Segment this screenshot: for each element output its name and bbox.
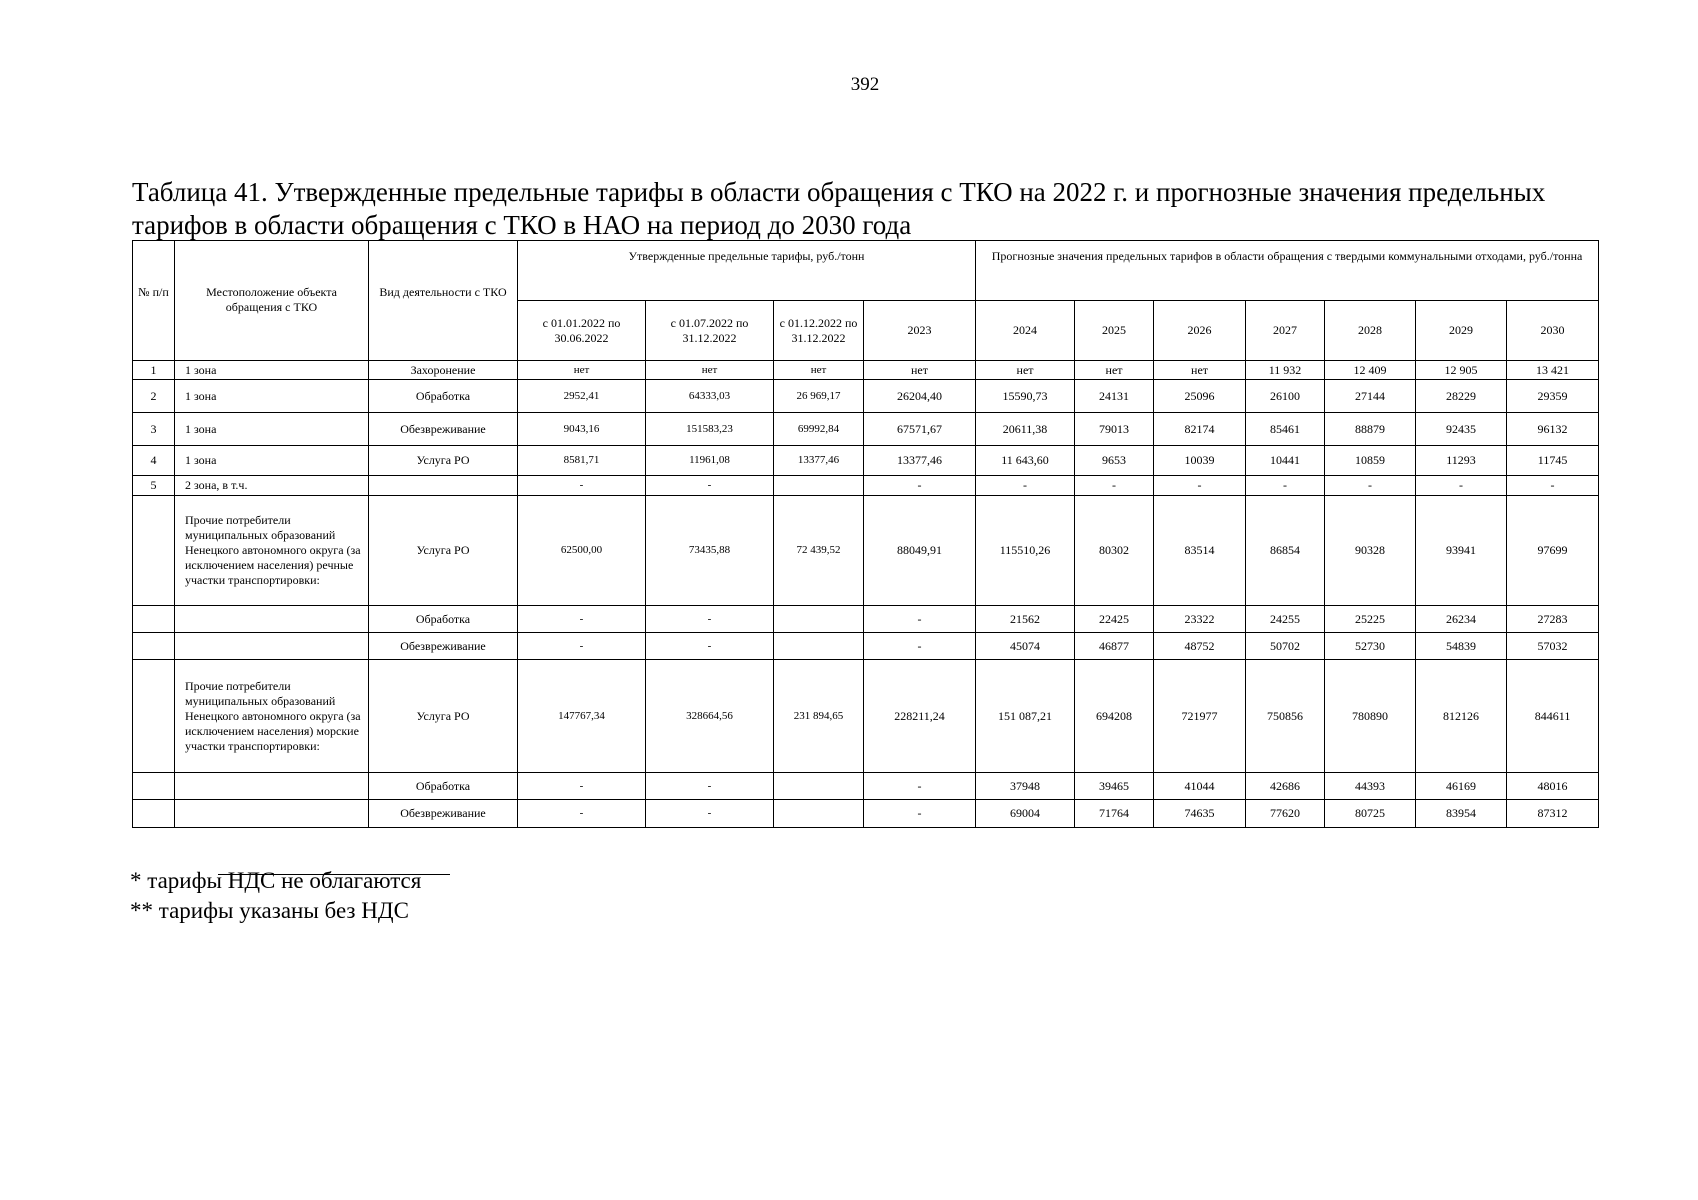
tariff-value-cell: 29359 (1507, 380, 1599, 413)
tariff-value-cell: 115510,26 (976, 496, 1075, 606)
tariff-value-cell: 13377,46 (774, 446, 864, 476)
tariff-value-cell: - (864, 606, 976, 633)
tariff-value-cell: - (1154, 476, 1246, 496)
tariff-value-cell: 87312 (1507, 800, 1599, 828)
row-number-cell (133, 773, 175, 800)
tariff-value-cell: - (1325, 476, 1416, 496)
footnote-vat-exempt: * тарифы НДС не облагаются (130, 868, 422, 893)
location-cell (175, 633, 369, 660)
tariff-value-cell: 57032 (1507, 633, 1599, 660)
row-number-cell (133, 606, 175, 633)
location-cell: Прочие потребители муниципальных образований Ненецкого автономного округа (за исключением населения) речные участки транспортировки: (175, 496, 369, 606)
tariff-value-cell: 26204,40 (864, 380, 976, 413)
header-period: 2028 (1325, 301, 1416, 361)
tariff-value-cell: 9043,16 (518, 413, 646, 446)
tariff-value-cell: 67571,67 (864, 413, 976, 446)
tariff-value-cell: 96132 (1507, 413, 1599, 446)
activity-cell: Обезвреживание (369, 800, 518, 828)
tariff-value-cell: 48016 (1507, 773, 1599, 800)
tariff-value-cell: - (1075, 476, 1154, 496)
table-row (133, 633, 1599, 660)
tariff-value-cell: 37948 (976, 773, 1075, 800)
table-row (133, 446, 1599, 476)
tariff-value-cell: 13 421 (1507, 361, 1599, 380)
activity-cell: Обезвреживание (369, 413, 518, 446)
row-number-cell (133, 496, 175, 606)
tariff-value-cell: 11961,08 (646, 446, 774, 476)
tariff-value-cell: 328664,56 (646, 660, 774, 773)
tariff-value-cell: 9653 (1075, 446, 1154, 476)
tariff-value-cell: 80302 (1075, 496, 1154, 606)
tariff-value-cell: 228211,24 (864, 660, 976, 773)
header-period: 2030 (1507, 301, 1599, 361)
header-period: с 01.12.2022 по 31.12.2022 (774, 301, 864, 361)
tariff-value-cell: - (518, 773, 646, 800)
tariff-value-cell: - (1416, 476, 1507, 496)
tariff-value-cell: 844611 (1507, 660, 1599, 773)
tariff-value-cell: 26100 (1246, 380, 1325, 413)
tariff-value-cell: 147767,34 (518, 660, 646, 773)
tariffs-table (132, 240, 1599, 828)
tariff-value-cell: - (518, 633, 646, 660)
table-row (133, 800, 1599, 828)
activity-cell (369, 476, 518, 496)
tariff-value-cell: 83954 (1416, 800, 1507, 828)
tariff-value-cell: 62500,00 (518, 496, 646, 606)
tariff-value-cell: 88049,91 (864, 496, 976, 606)
table-row (133, 773, 1599, 800)
activity-cell: Обработка (369, 773, 518, 800)
tariff-value-cell: 2952,41 (518, 380, 646, 413)
tariff-value-cell: 231 894,65 (774, 660, 864, 773)
header-period: 2024 (976, 301, 1075, 361)
tariff-value-cell: 20611,38 (976, 413, 1075, 446)
tariff-value-cell: 54839 (1416, 633, 1507, 660)
tariff-value-cell: - (864, 476, 976, 496)
tariff-value-cell: 92435 (1416, 413, 1507, 446)
footnote-without-vat: ** тарифы указаны без НДС (130, 898, 409, 923)
header-location: Местоположение объекта обращения с ТКО (175, 241, 369, 361)
tariff-value-cell: 82174 (1154, 413, 1246, 446)
tariff-value-cell: нет (976, 361, 1075, 380)
tariff-value-cell: 22425 (1075, 606, 1154, 633)
tariff-value-cell: 11745 (1507, 446, 1599, 476)
tariff-value-cell: - (518, 476, 646, 496)
tariff-value-cell: - (646, 773, 774, 800)
header-activity: Вид деятельности с ТКО (369, 241, 518, 361)
tariff-value-cell: 28229 (1416, 380, 1507, 413)
tariff-value-cell: - (646, 800, 774, 828)
tariff-value-cell: нет (1075, 361, 1154, 380)
tariff-value-cell: 12 409 (1325, 361, 1416, 380)
tariff-value-cell: 15590,73 (976, 380, 1075, 413)
tariff-value-cell: - (1246, 476, 1325, 496)
table-title (132, 176, 1612, 242)
activity-cell: Захоронение (369, 361, 518, 380)
tariff-value-cell: 90328 (1325, 496, 1416, 606)
tariff-value-cell: 11293 (1416, 446, 1507, 476)
row-number-cell: 3 (133, 413, 175, 446)
table-row (133, 361, 1599, 380)
location-cell (175, 800, 369, 828)
tariff-value-cell: 77620 (1246, 800, 1325, 828)
tariff-value-cell: 71764 (1075, 800, 1154, 828)
tariff-value-cell: 8581,71 (518, 446, 646, 476)
tariff-value-cell: 24255 (1246, 606, 1325, 633)
header-period: 2025 (1075, 301, 1154, 361)
location-cell: 1 зона (175, 446, 369, 476)
tariff-value-cell (774, 800, 864, 828)
tariff-value-cell: 80725 (1325, 800, 1416, 828)
row-number-cell (133, 660, 175, 773)
header-period: 2027 (1246, 301, 1325, 361)
tariff-value-cell: 26 969,17 (774, 380, 864, 413)
tariff-value-cell: 21562 (976, 606, 1075, 633)
tariff-value-cell: 721977 (1154, 660, 1246, 773)
header-approved-tariffs: Утвержденные предельные тарифы, руб./тонн (518, 241, 976, 301)
header-row-groups (133, 241, 1599, 301)
table-row (133, 496, 1599, 606)
header-period: с 01.01.2022 по 30.06.2022 (518, 301, 646, 361)
tariff-value-cell: 72 439,52 (774, 496, 864, 606)
tariff-value-cell: 26234 (1416, 606, 1507, 633)
tariff-value-cell: 750856 (1246, 660, 1325, 773)
tariff-value-cell: 11 932 (1246, 361, 1325, 380)
tariff-value-cell: 13377,46 (864, 446, 976, 476)
location-cell (175, 606, 369, 633)
header-period: с 01.07.2022 по 31.12.2022 (646, 301, 774, 361)
tariff-value-cell: 48752 (1154, 633, 1246, 660)
tariff-value-cell: 41044 (1154, 773, 1246, 800)
tariff-value-cell: 812126 (1416, 660, 1507, 773)
tariff-value-cell: 25225 (1325, 606, 1416, 633)
row-number-cell: 2 (133, 380, 175, 413)
tariff-value-cell: 46169 (1416, 773, 1507, 800)
header-period: 2029 (1416, 301, 1507, 361)
tariff-value-cell: 88879 (1325, 413, 1416, 446)
location-cell: 1 зона (175, 361, 369, 380)
tariff-value-cell: 64333,03 (646, 380, 774, 413)
table-row (133, 606, 1599, 633)
tariff-value-cell: 10859 (1325, 446, 1416, 476)
tariff-value-cell (774, 633, 864, 660)
tariff-value-cell: 46877 (1075, 633, 1154, 660)
tariff-value-cell: - (518, 606, 646, 633)
tariff-value-cell: 44393 (1325, 773, 1416, 800)
tariff-value-cell: - (864, 800, 976, 828)
tariff-value-cell: 42686 (1246, 773, 1325, 800)
activity-cell: Обработка (369, 380, 518, 413)
tariff-value-cell: 74635 (1154, 800, 1246, 828)
activity-cell: Обработка (369, 606, 518, 633)
tariff-value-cell: нет (646, 361, 774, 380)
row-number-cell: 4 (133, 446, 175, 476)
tariff-value-cell: 10039 (1154, 446, 1246, 476)
row-number-cell: 5 (133, 476, 175, 496)
activity-cell: Услуга РО (369, 446, 518, 476)
tariff-value-cell: 694208 (1075, 660, 1154, 773)
table-row (133, 660, 1599, 773)
tariff-value-cell: 73435,88 (646, 496, 774, 606)
activity-cell: Услуга РО (369, 660, 518, 773)
tariff-value-cell: 97699 (1507, 496, 1599, 606)
tariff-value-cell: 24131 (1075, 380, 1154, 413)
tariff-value-cell: 10441 (1246, 446, 1325, 476)
tariff-value-cell: 52730 (1325, 633, 1416, 660)
tariff-value-cell: - (646, 476, 774, 496)
tariff-value-cell: 151 087,21 (976, 660, 1075, 773)
table-row (133, 380, 1599, 413)
tariff-value-cell: 23322 (1154, 606, 1246, 633)
activity-cell: Услуга РО (369, 496, 518, 606)
location-cell: Прочие потребители муниципальных образований Ненецкого автономного округа (за исключением населения) морские участки транспортировки: (175, 660, 369, 773)
tariff-value-cell: - (976, 476, 1075, 496)
tariff-value-cell: 93941 (1416, 496, 1507, 606)
tariff-value-cell: - (646, 633, 774, 660)
tariff-value-cell: 83514 (1154, 496, 1246, 606)
tariff-value-cell: нет (1154, 361, 1246, 380)
table-title-line-1: Таблица 41. Утвержденные предельные тарифы в области обращения с ТКО на 2022 г. и прогнозные значения предельных (132, 177, 1546, 207)
tariff-value-cell: 151583,23 (646, 413, 774, 446)
table-row (133, 413, 1599, 446)
tariff-value-cell: - (864, 773, 976, 800)
page-number: 392 (850, 74, 880, 95)
tariff-value-cell: - (1507, 476, 1599, 496)
tariff-value-cell: 69004 (976, 800, 1075, 828)
activity-cell: Обезвреживание (369, 633, 518, 660)
tariff-value-cell: 27283 (1507, 606, 1599, 633)
location-cell: 1 зона (175, 380, 369, 413)
header-period: 2026 (1154, 301, 1246, 361)
tariff-value-cell: - (864, 633, 976, 660)
tariff-value-cell: 27144 (1325, 380, 1416, 413)
tariff-value-cell: нет (774, 361, 864, 380)
tariff-value-cell: 25096 (1154, 380, 1246, 413)
tariff-value-cell: нет (518, 361, 646, 380)
tariff-value-cell: нет (864, 361, 976, 380)
tariff-value-cell: - (646, 606, 774, 633)
tariff-value-cell: 86854 (1246, 496, 1325, 606)
tariff-value-cell: 12 905 (1416, 361, 1507, 380)
table-row (133, 476, 1599, 496)
tariff-value-cell: 11 643,60 (976, 446, 1075, 476)
location-cell (175, 773, 369, 800)
header-forecast-tariffs: Прогнозные значения предельных тарифов в области обращения с твердыми коммунальными отходами, руб./тонна (976, 241, 1599, 301)
tariff-value-cell: 780890 (1325, 660, 1416, 773)
tariff-value-cell (774, 606, 864, 633)
footnotes (130, 866, 421, 926)
header-period: 2023 (864, 301, 976, 361)
tariff-value-cell (774, 773, 864, 800)
tariff-value-cell: 85461 (1246, 413, 1325, 446)
row-number-cell (133, 633, 175, 660)
table-title-line-2: тарифов в области обращения с ТКО в НАО на период до 2030 года (132, 210, 912, 240)
tariff-value-cell: 39465 (1075, 773, 1154, 800)
tariff-value-cell: 69992,84 (774, 413, 864, 446)
tariff-value-cell: 45074 (976, 633, 1075, 660)
tariff-value-cell (774, 476, 864, 496)
tariff-value-cell: 79013 (1075, 413, 1154, 446)
tariff-value-cell: 50702 (1246, 633, 1325, 660)
row-number-cell (133, 800, 175, 828)
location-cell: 2 зона, в т.ч. (175, 476, 369, 496)
location-cell: 1 зона (175, 413, 369, 446)
header-num: № п/п (133, 241, 175, 361)
row-number-cell: 1 (133, 361, 175, 380)
tariff-value-cell: - (518, 800, 646, 828)
